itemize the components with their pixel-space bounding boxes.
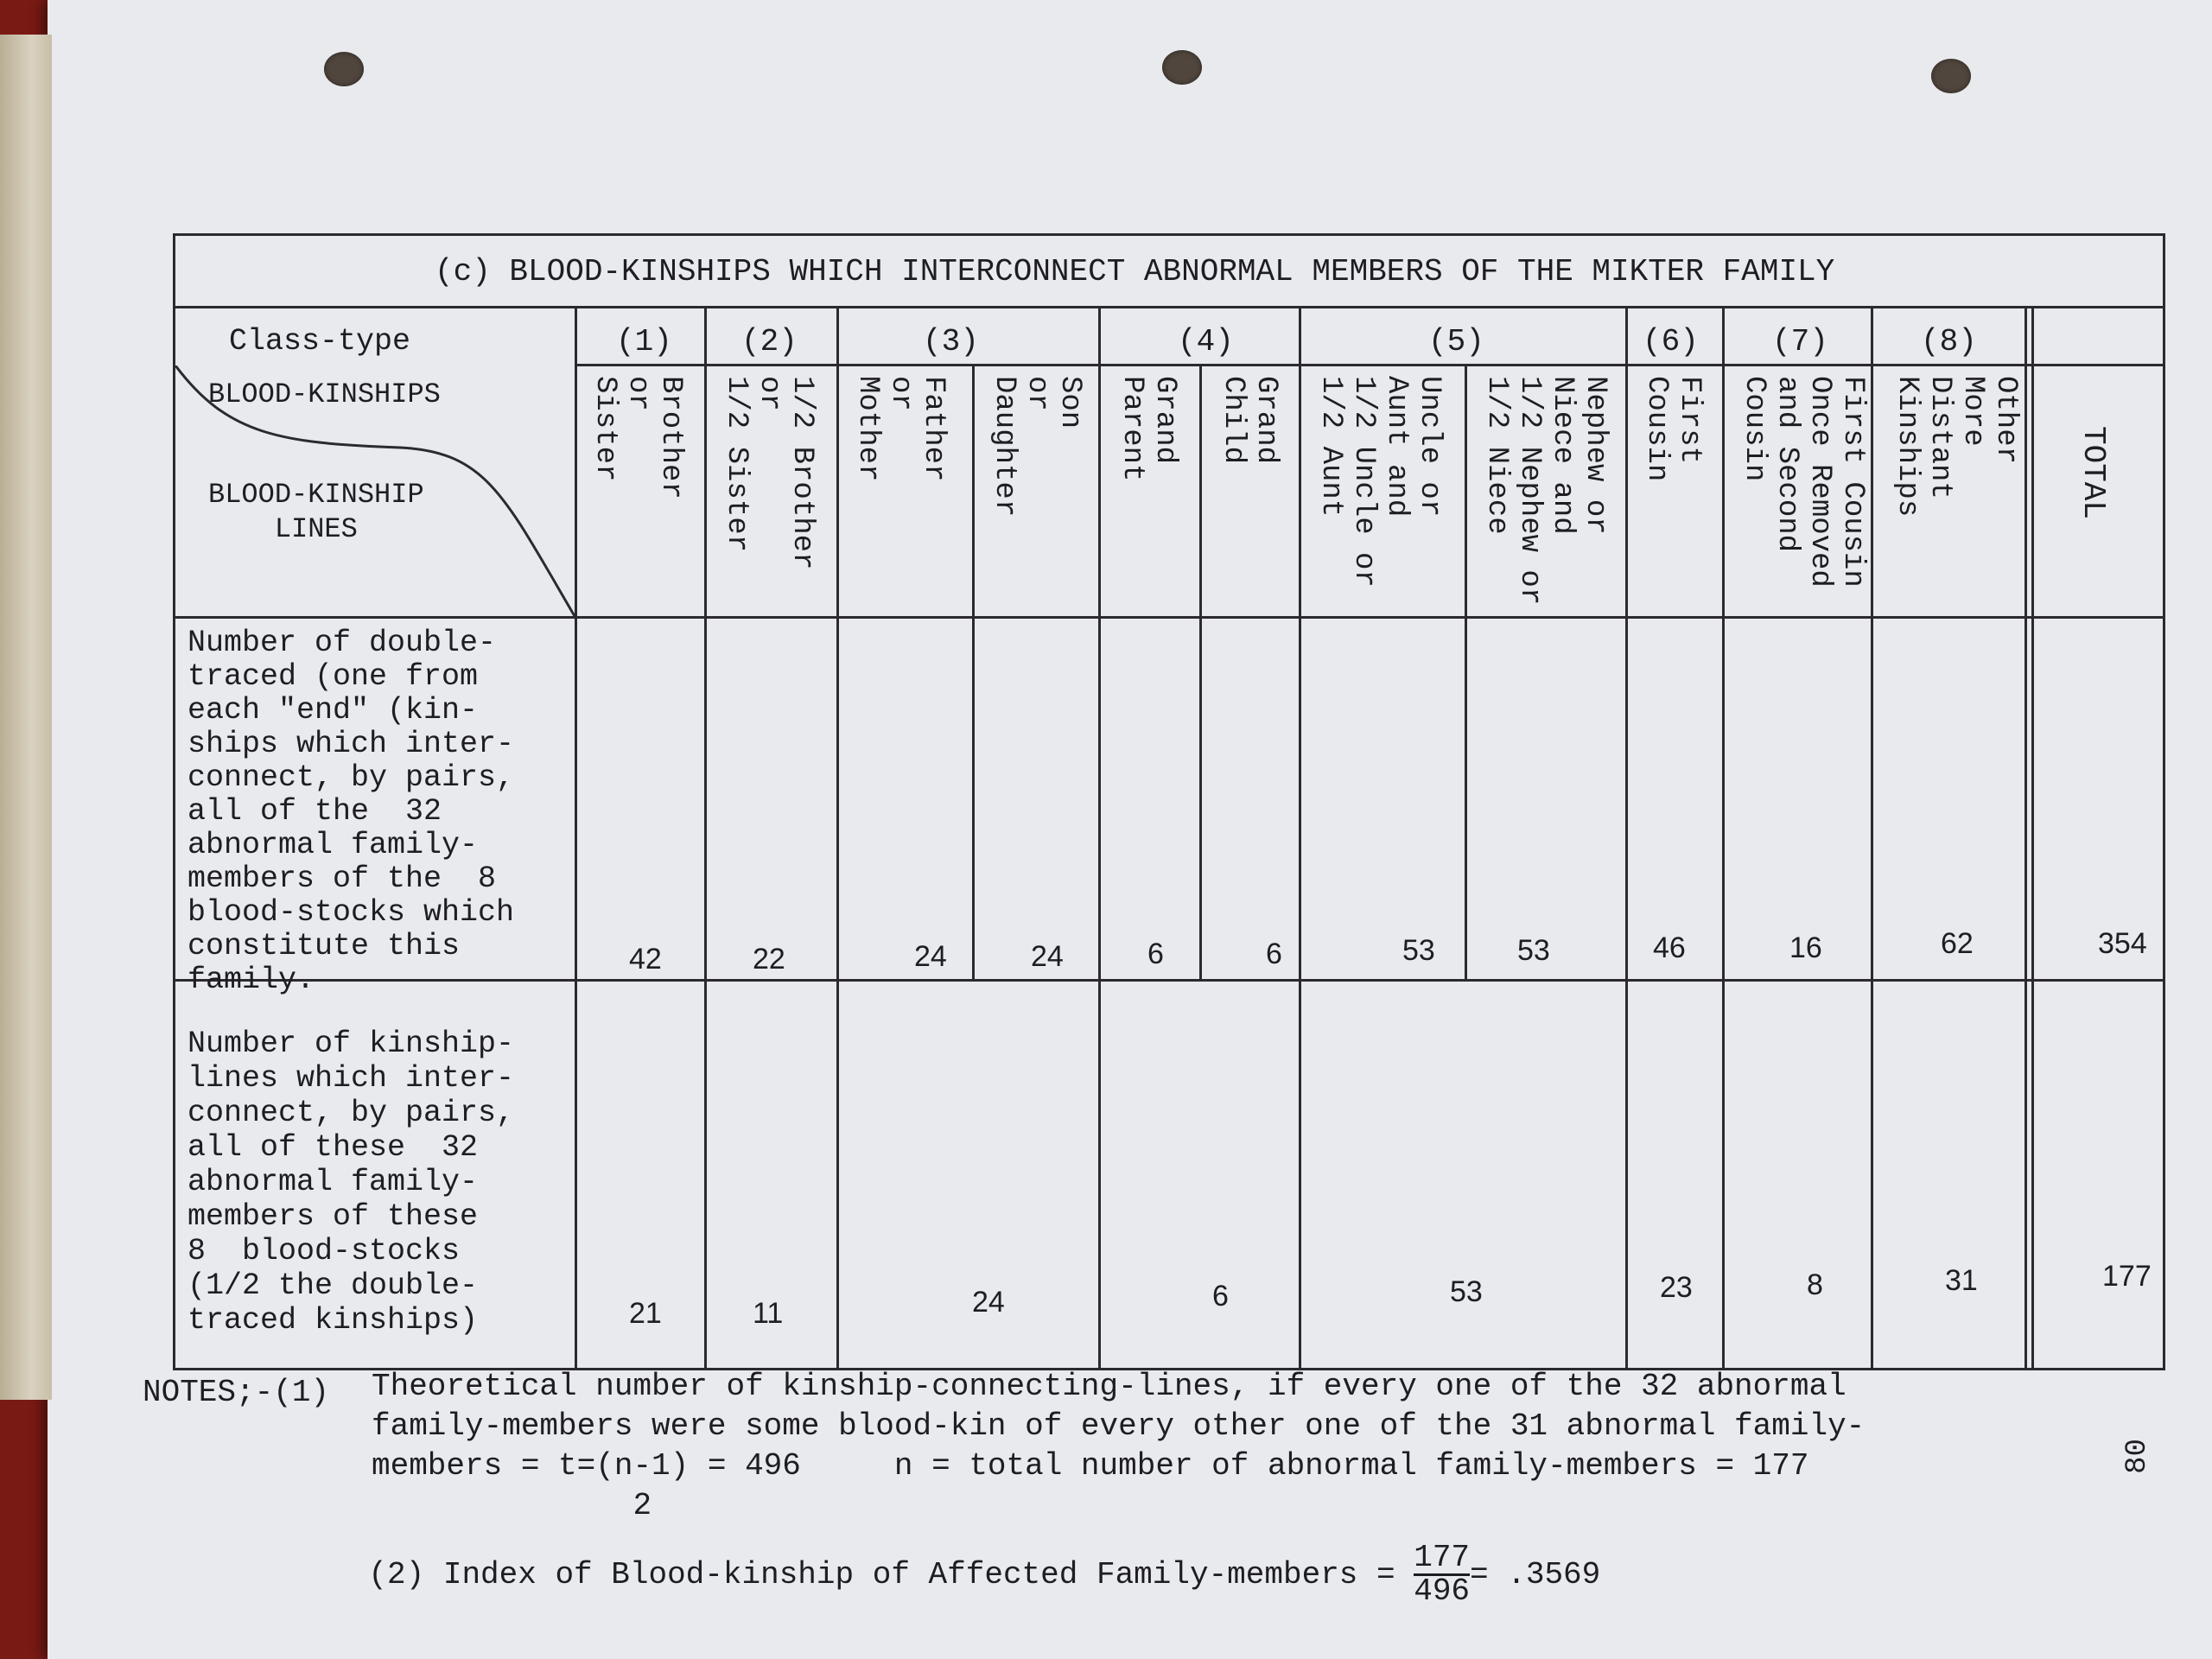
fraction bbox=[1414, 1542, 1470, 1607]
r1-total: 354 bbox=[2098, 927, 2147, 960]
r1-distant-kinships: 62 bbox=[1941, 927, 1974, 960]
r2-grand: 6 bbox=[1212, 1280, 1229, 1313]
class-5-label: (5) bbox=[1428, 324, 1484, 359]
punch-hole-right bbox=[1931, 59, 1971, 93]
class-8-label: (8) bbox=[1921, 324, 1977, 359]
class-1-label: (1) bbox=[616, 324, 672, 359]
col-rule-4 bbox=[1299, 306, 1301, 1368]
r1-brother-sister: 42 bbox=[629, 943, 662, 976]
col-header-son-daughter: Son or Daughter bbox=[988, 376, 1086, 518]
col-header-grand-parent: Grand Parent bbox=[1116, 376, 1181, 482]
row-label-double-traced: Number of double- traced (one from each "end" (kin- ships which inter- connect, by pairs, all of the 32 abnormal family- members of the 8 blood-stocks which constitute this family. bbox=[188, 626, 515, 997]
blood-kinship-lines-label: BLOOD-KINSHIP LINES bbox=[208, 479, 424, 545]
r1-half-sibling: 22 bbox=[753, 943, 785, 976]
col-rule-3 bbox=[1098, 306, 1101, 1368]
col-rule-7 bbox=[1871, 306, 1873, 1368]
table-title: (c) BLOOD-KINSHIPS WHICH INTERCONNECT ABNORMAL MEMBERS OF THE MIKTER FAMILY bbox=[435, 254, 1835, 289]
r1-first-cousin: 46 bbox=[1653, 931, 1686, 964]
col-rule-8b bbox=[2031, 306, 2034, 1368]
note-2-text bbox=[294, 1508, 1600, 1642]
r1-grand-parent: 6 bbox=[1147, 938, 1164, 970]
col-rule-5 bbox=[1625, 306, 1628, 1368]
r2-half-sibling: 11 bbox=[753, 1297, 784, 1330]
col-header-distant-kinships: Other More Distant Kinships bbox=[1891, 376, 2022, 518]
note-1-text: Theoretical number of kinship-connecting-lines, if every one of the 32 abnormal family-members were some blood-kin of every other one of the 31 abnormal family- members = t=(n-1) = 496 n = total number of abnormal family-members = 177 2 bbox=[372, 1369, 1866, 1523]
col-rule-1 bbox=[704, 306, 707, 1368]
col-rule-3a bbox=[972, 365, 975, 979]
class-6-label: (6) bbox=[1643, 324, 1699, 359]
r1-uncle-aunt: 53 bbox=[1402, 934, 1435, 967]
col-header-uncle-aunt: Uncle or Aunt and 1/2 Uncle or 1/2 Aunt bbox=[1314, 376, 1446, 588]
fraction-numerator: 177 bbox=[1414, 1540, 1471, 1575]
r2-brother-sister: 21 bbox=[629, 1297, 662, 1330]
col-rule-2 bbox=[836, 306, 839, 1368]
class-4-label: (4) bbox=[1178, 324, 1234, 359]
class-2-label: (2) bbox=[741, 324, 798, 359]
paper-edge bbox=[0, 35, 52, 1400]
r1-first-cousin-removed: 16 bbox=[1789, 931, 1822, 964]
col-header-father-mother: Father or Mother bbox=[851, 376, 950, 482]
document-page bbox=[48, 0, 2212, 1659]
col-header-brother-sister: Brother or Sister bbox=[588, 376, 687, 499]
rule-under-title bbox=[175, 306, 2163, 308]
fraction-result: = .3569 bbox=[1470, 1557, 1601, 1593]
r1-nephew-niece: 53 bbox=[1517, 934, 1550, 967]
col-header-first-cousin: First Cousin bbox=[1640, 376, 1706, 482]
col-rule-4a bbox=[1199, 365, 1202, 979]
r2-first-cousin-removed: 8 bbox=[1807, 1268, 1823, 1301]
page-number: 80 bbox=[2121, 1439, 2154, 1474]
r2-first-cousin: 23 bbox=[1660, 1271, 1693, 1304]
note-2-label: (2) Index of Blood-kinship of Affected Family-members = bbox=[368, 1557, 1414, 1593]
class-7-label: (7) bbox=[1772, 324, 1828, 359]
class-3-label: (3) bbox=[923, 324, 979, 359]
row-label-kinship-lines: Number of kinship- lines which inter- connect, by pairs, all of these 32 abnormal family- members of these 8 blood-stocks (1/2 the double- traced kinships) bbox=[188, 1027, 515, 1338]
r2-parent-child: 24 bbox=[972, 1286, 1005, 1319]
notes-prefix: NOTES;-(1) bbox=[143, 1375, 330, 1410]
col-rule-6 bbox=[1722, 306, 1725, 1368]
header-diagonal-curve bbox=[175, 365, 577, 618]
col-header-half-sibling: 1/2 Brother or 1/2 Sister bbox=[720, 376, 818, 570]
col-header-grand-child: Grand Child bbox=[1217, 376, 1282, 465]
r1-son-daughter: 24 bbox=[1031, 940, 1064, 973]
r2-distant-kinships: 31 bbox=[1945, 1264, 1978, 1297]
r2-total: 177 bbox=[2102, 1260, 2152, 1293]
blood-kinships-label: BLOOD-KINSHIPS bbox=[208, 378, 441, 410]
kinship-table bbox=[173, 233, 2165, 1370]
punch-hole-left bbox=[324, 52, 364, 86]
punch-hole-center bbox=[1162, 50, 1202, 85]
col-header-first-cousin-removed: First Cousin Once Removed and Second Cousin bbox=[1738, 376, 1869, 588]
r2-uncle-nephew: 53 bbox=[1450, 1275, 1483, 1308]
r1-grand-child: 6 bbox=[1266, 938, 1282, 970]
class-type-label: Class-type bbox=[229, 324, 411, 359]
col-header-nephew-niece: Nephew or Niece and 1/2 Nephew or 1/2 Niece bbox=[1480, 376, 1611, 606]
fraction-denominator: 496 bbox=[1414, 1573, 1471, 1609]
rule-under-classes bbox=[577, 364, 2163, 366]
col-header-total: TOTAL bbox=[2075, 426, 2111, 520]
col-rule-8a bbox=[2024, 306, 2027, 1368]
r1-father-mother: 24 bbox=[914, 940, 947, 973]
col-rule-5a bbox=[1465, 365, 1467, 979]
